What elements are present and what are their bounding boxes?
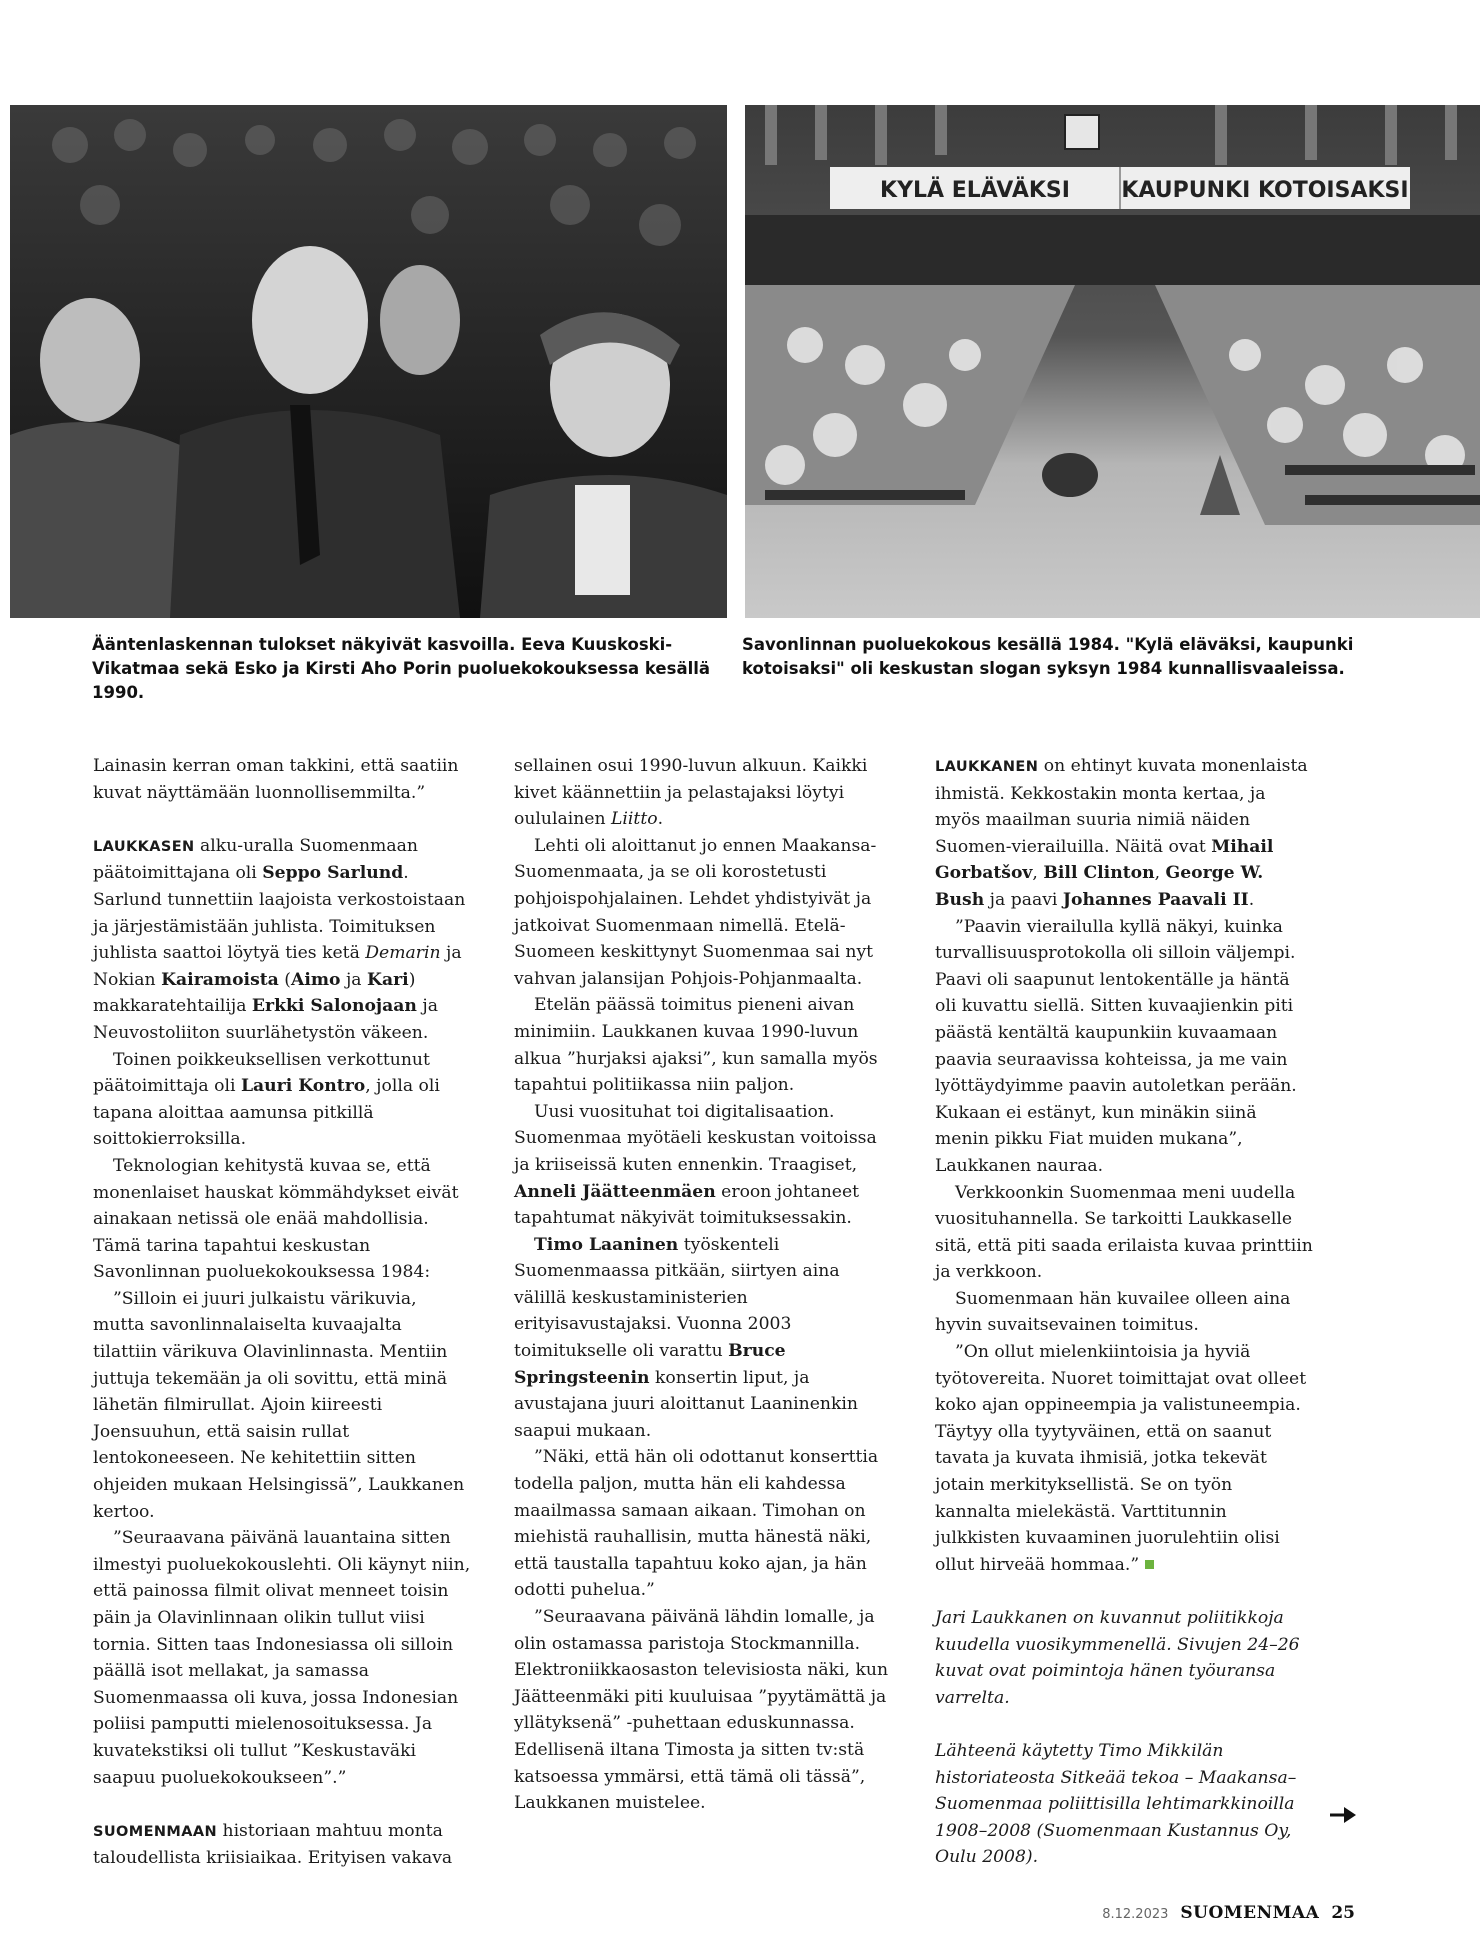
text-column-2 [514, 753, 892, 1817]
paragraph [514, 1099, 892, 1232]
text-run: , [1154, 863, 1166, 884]
text-run: sellainen osui 1990-luvun alkuun. Kaikki kivet käännettiin ja pelastajaksi löytyi oululainen [514, 756, 868, 830]
issue-date: 8.12.2023 [1102, 1907, 1169, 1922]
text-run: . Sarlund tunnettiin laajoista verkostoistaan ja järjestämistään juhlista. Toimituksen juhlista saattoi löytyä ties ketä [93, 863, 466, 964]
paragraph: ”Seuraavana päivänä lauantaina sitten ilmestyi puoluekokouslehti. Oli käynyt niin, että painossa filmit olivat menneet toisin päin ja Olavinlinnaan olikin tullut viisi tornia. Sitten taas Indonesiassa oli silloin päällä isot mellakat, ja samassa Suomenmaassa oli kuva, jossa Indonesian poliisi pamputti mielenosoituksessa. Ja kuvatekstiksi oli tullut ”Keskustaväki saapuu puoluekokoukseen”.” [93, 1528, 471, 1788]
paragraph: Suomenmaan hän kuvailee olleen aina hyvin suvaitsevainen toimitus. [935, 1288, 1291, 1336]
person-name: Bill Clinton [1043, 863, 1155, 884]
text-run: . [657, 809, 664, 830]
person-name: Timo Laaninen [534, 1234, 679, 1255]
paragraph [935, 753, 1313, 914]
paragraph [93, 1818, 471, 1872]
paragraph: Verkkoonkin Suomenmaa meni uudella vuosituhannella. Se tarkoitti Laukkaselle sitä, että piti saada erilaista kuvaa printtiin ja verkkoon. [935, 1182, 1313, 1283]
author-note: Jari Laukkanen on kuvannut poliitikkoja kuudella vuosikymmenellä. Sivujen 24–26 kuvat ovat poimintoja hänen työuransa varrelta. [935, 1608, 1300, 1708]
text-run: ja Neuvostoliiton suurlähetystön väkeen. [93, 996, 438, 1043]
person-name: Seppo Sarlund [262, 863, 404, 884]
text-run: ja paavi [984, 889, 1063, 910]
banner-right-text: KAUPUNKI KOTOISAKSI [1121, 178, 1409, 203]
lead-word: LAUKKANEN [935, 759, 1039, 775]
paragraph: ”Seuraavana päivänä lähdin lomalle, ja olin ostamassa paristoja Stockmannilla. Elektroniikkaosaston televisiosta näki, kun Jäätteenmäki piti kuuluisaa ”pyytämättä ja yllätyksenä” -puhettaan eduskunnassa. Edellisenä iltana Timosta ja sitten tv:stä katsoessa ymmärsi, että tämä oli tässä”, Laukkanen muistelee. [514, 1607, 889, 1814]
text-run: ja [340, 969, 368, 990]
paragraph: Etelän päässä toimitus pieneni aivan minimiin. Laukkanen kuvaa 1990-luvun alkua ”hurjaksi ajaksi”, kun samalla myös tapahtui politiikassa niin paljon. [514, 995, 878, 1096]
person-name: Anneli Jäätteenmäen [514, 1181, 716, 1202]
photo-caption-left: Ääntenlaskennan tulokset näkyivät kasvoilla. Eeva Kuuskoski-Vikatmaa sekä Esko ja Kirsti Aho Porin puoluekokouksessa kesällä 1990. [92, 635, 711, 702]
photo-party-congress-1990 [10, 105, 727, 618]
paragraph: ”Näki, että hän oli odottanut konserttia todella paljon, mutta hän eli kahdessa maailmassa samaan aikaan. Timohan on miehistä rauhallisin, mutta hänestä näki, että taustalla tapahtuu koko ajan, ja hän odotti puhelua.” [514, 1447, 879, 1601]
person-name: George W. Bush [935, 863, 1264, 910]
text-run: työskenteli Suomenmaassa pitkään, siirtyen aina välillä keskustaministerien erityisavustajaksi. Vuonna 2003 toimitukselle oli varattu [514, 1234, 840, 1362]
source-note: Lähteenä käytetty Timo Mikkilän historiateosta Sitkeää tekoa – Maakansa–Suomenmaa poliittisilla lehtimarkkinoilla 1908–2008 (Suomenmaan Kustannus Oy, Oulu 2008). [935, 1740, 1297, 1868]
end-square-icon [1145, 1560, 1154, 1569]
publication-name: Demarin [365, 943, 441, 964]
person-name: Bruce Springsteenin [514, 1341, 786, 1388]
paragraph [93, 833, 471, 1047]
text-run: historiaan mahtuu monta taloudellista kriisiaikaa. Erityisen vakava [93, 1820, 453, 1869]
text-run: Uusi vuosituhat toi digitalisaation. Suomenmaa myötäeli keskustan voitoissa ja kriiseissä kuten ennenkin. Traagiset, [514, 1101, 877, 1175]
paragraph: Teknologian kehitystä kuvaa se, että monenlaiset hauskat kömmähdykset eivät ainakaan netissä ole enää mahdollisia. Tämä tarina tapahtui keskustan Savonlinnan puoluekokouksessa 1984: [93, 1155, 459, 1283]
text-column-1 [93, 753, 471, 1872]
text-run: on ehtinyt kuvata monenlaista ihmistä. Kekkostakin monta kertaa, ja myös maailman suuria nimiä näiden Suomen-vierailuilla. Näitä ovat [935, 756, 1308, 857]
person-name: Lauri Kontro [240, 1076, 366, 1097]
person-name: Kairamoista [161, 969, 279, 990]
person-name: Mihail Gorbatšov [935, 836, 1274, 884]
person-name: Johannes Paavali II [1062, 889, 1249, 910]
paragraph [93, 1047, 471, 1153]
person-name: Kari [367, 969, 409, 990]
photo-caption-right: Savonlinnan puoluekokous kesällä 1984. "Kylä eläväksi, kaupunki kotoisaksi" oli keskustan slogan syksyn 1984 kunnallisvaaleissa. [742, 635, 1354, 678]
person-name: Erkki Salonojaan [251, 996, 417, 1017]
text-run: konsertin liput, ja avustajana juuri aloittanut Laaninenkin saapui mukaan. [514, 1367, 858, 1441]
paragraph [935, 1339, 1313, 1578]
paragraph [514, 1232, 892, 1445]
text-run: Toinen poikkeuksellisen verkottunut päätoimittaja oli [93, 1049, 430, 1097]
text-run: , jolla oli tapana aloittaa aamunsa pitkillä soittokierroksilla. [93, 1076, 440, 1150]
text-run: . [1248, 889, 1255, 910]
text-run: alku-uralla Suomenmaan päätoimittajana oli [93, 835, 418, 884]
paragraph: Lehti oli aloittanut jo ennen Maakansa-Suomenmaata, ja se oli korostetusti pohjoispohjalainen. Lehdet yhdistyivät ja jatkoivat Suomenmaan nimellä. Etelä-Suomeen keskittynyt Suomenmaa sai nyt vahvan jalansijan Pohjois-Pohjanmaalta. [514, 835, 877, 989]
page-number: 25 [1331, 1903, 1355, 1923]
paragraph: ”Silloin ei juuri julkaistu värikuvia, mutta savonlinnalaiselta kuvaajalta tilattiin värikuva Olavinlinnasta. Mentiin juttuja tekemään ja oli sovittu, että minä lähetän filmirullat. Ajoin kiireesti Joensuuhun, että saisin rullat lentokoneeseen. Ne kehitettiin sitten ohjeiden mukaan Helsingissä”, Laukkanen kertoo. [93, 1288, 465, 1522]
text-run: eroon johtaneet tapahtumat näkyivät toimituksessakin. [514, 1181, 860, 1229]
paragraph: Lainasin kerran oman takkini, että saatiin kuvat näyttämään luonnollisemmilta.” [93, 756, 459, 803]
right-arrow-icon [1330, 1806, 1356, 1824]
text-run: ”On ollut mielenkiintoisia ja hyviä työtovereita. Nuoret toimittajat ovat olleet koko ajan oppineempia ja valistuneempia. Täytyy olla tyytyväinen, että on saanut tavata ja kuvata ihmisiä, jotka tekevät jotain merkityksellistä. Se on työn kannalta mielekästä. Varttitunnin julkkisten kuvaaminen juorulehtiin olisi ollut hirveää hommaa.” [935, 1342, 1307, 1575]
lead-word: LAUKKASEN [93, 838, 195, 855]
text-run: , [1032, 863, 1044, 884]
person-name: Aimo [291, 969, 341, 990]
text-run: ) makkaratehtailija [93, 969, 416, 1017]
photo-savonlinna-1984 [745, 105, 1480, 618]
paragraph: ”Paavin vierailulla kyllä näkyi, kuinka turvallisuusprotokolla oli silloin väljempi. Paavi oli saapunut lentokentälle ja häntä oli kuvattu siellä. Sitten kuvaajienkin piti päästä kentältä kaupunkiin kuvaamaan paavia seuraavissa kohteissa, ja me vain lyöttäydyimme paavin autoletkan perään. Kukaan ei estänyt, kun minäkin siinä menin pikku Fiat muiden mukana”, Laukkanen nauraa. [935, 916, 1297, 1176]
page-footer [1102, 1903, 1355, 1923]
text-run: ( [278, 969, 291, 990]
text-column-3 [935, 753, 1313, 1871]
text-run: ja Nokian [93, 943, 462, 990]
banner-left-text: KYLÄ ELÄVÄKSI [880, 178, 1070, 203]
publication-name: Liitto [611, 809, 658, 830]
magazine-name: SUOMENMAA [1180, 1903, 1320, 1923]
paragraph [514, 753, 892, 833]
lead-word: SUOMENMAAN [93, 1823, 218, 1840]
